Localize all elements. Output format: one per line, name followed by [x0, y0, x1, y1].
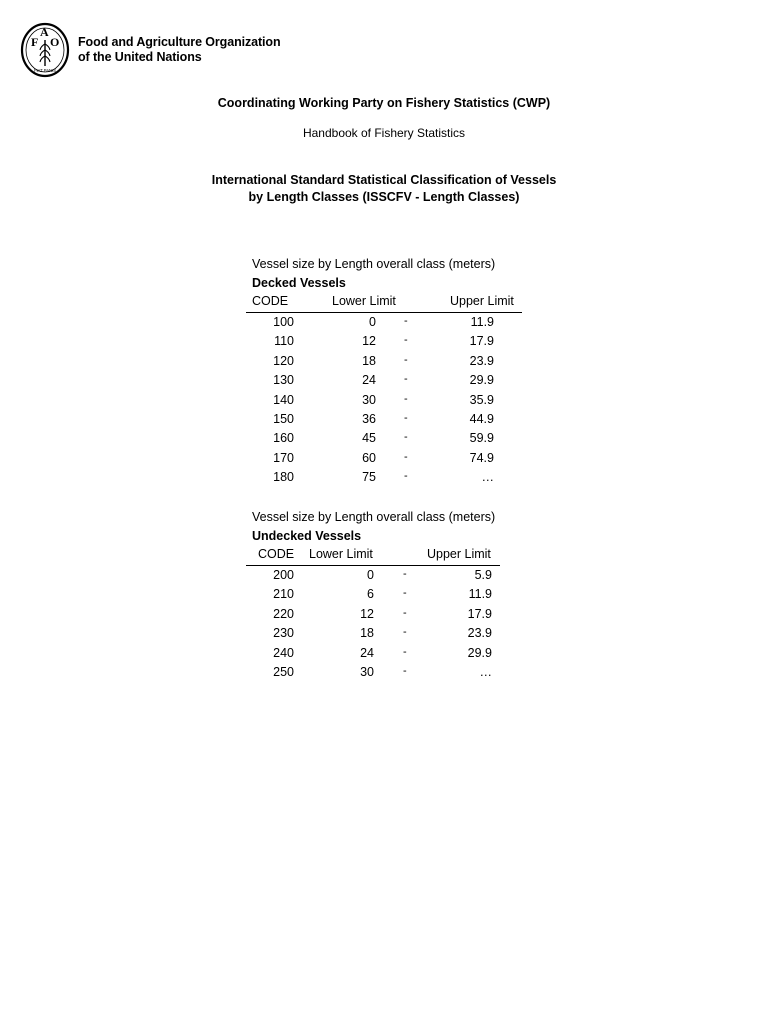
decked-vessels-table	[246, 255, 522, 488]
table-subtitle: Undecked Vessels	[252, 529, 362, 543]
cell-separator: -	[403, 568, 407, 580]
column-header-lower-limit: Lower Limit	[332, 294, 396, 308]
cell-code: 240	[273, 645, 294, 660]
cell-separator: -	[403, 645, 407, 658]
fao-logo	[20, 22, 281, 78]
table-subtitle: Decked Vessels	[252, 276, 346, 290]
table-body	[246, 566, 500, 682]
cell-separator: -	[404, 392, 408, 405]
cell-lower-limit: 45	[362, 431, 376, 446]
cell-code: 140	[273, 392, 294, 407]
cell-lower-limit: 12	[360, 606, 374, 621]
cell-separator: -	[404, 334, 408, 347]
cell-lower-limit: 12	[362, 334, 376, 349]
cell-separator: -	[404, 431, 408, 444]
cell-upper-limit: 23.9	[467, 626, 492, 641]
cell-upper-limit: 17.9	[467, 606, 492, 621]
cell-code: 120	[273, 353, 294, 368]
org-name-line2: of the United Nations	[78, 50, 202, 64]
svg-text:A: A	[40, 25, 49, 39]
table-row	[246, 566, 500, 585]
fao-emblem-icon	[20, 22, 70, 78]
table-row	[246, 391, 522, 410]
cell-code: 220	[273, 606, 294, 621]
svg-text:FIAT PANIS: FIAT PANIS	[33, 68, 57, 73]
cell-upper-limit: …	[481, 470, 494, 485]
cell-code: 130	[273, 373, 294, 388]
cell-upper-limit: 11.9	[468, 587, 492, 602]
cell-lower-limit: 30	[360, 664, 374, 679]
cell-code: 210	[273, 587, 294, 602]
table-caption: Vessel size by Length overall class (meters)	[252, 257, 496, 271]
cell-lower-limit: 6	[367, 587, 374, 602]
cell-separator: -	[404, 315, 408, 327]
cell-upper-limit: 11.9	[470, 315, 494, 329]
cell-separator: -	[403, 587, 407, 600]
cell-lower-limit: 0	[367, 568, 374, 582]
cell-lower-limit: 60	[362, 450, 376, 465]
cell-lower-limit: 30	[362, 392, 376, 407]
column-header-code: CODE	[258, 547, 295, 561]
cell-lower-limit: 75	[362, 470, 376, 485]
table-caption: Vessel size by Length overall class (meters)	[252, 510, 496, 524]
table-row	[246, 585, 500, 604]
undecked-vessels-table	[246, 508, 500, 682]
cell-upper-limit: 59.9	[469, 431, 494, 446]
cell-separator: -	[403, 626, 407, 639]
table-row	[246, 332, 522, 351]
table-row	[246, 352, 522, 371]
svg-text:F: F	[31, 35, 39, 49]
table-row	[246, 410, 522, 429]
cell-upper-limit: 29.9	[467, 645, 492, 660]
table-row	[246, 624, 500, 643]
cell-upper-limit: 5.9	[474, 568, 492, 582]
cell-lower-limit: 18	[362, 353, 376, 368]
table-row	[246, 605, 500, 624]
column-header-upper-limit: Upper Limit	[427, 547, 491, 561]
table-header	[246, 293, 522, 313]
cell-code: 110	[274, 334, 294, 349]
cell-lower-limit: 18	[360, 626, 374, 641]
cell-lower-limit: 0	[369, 315, 376, 329]
cell-code: 170	[273, 450, 294, 465]
cell-separator: -	[403, 664, 407, 677]
classification-title-line2: by Length Classes (ISSCFV - Length Classes)	[248, 190, 520, 204]
column-header-code: CODE	[252, 294, 289, 308]
cell-upper-limit: 23.9	[469, 353, 494, 368]
cell-upper-limit: 29.9	[469, 373, 494, 388]
cell-code: 180	[273, 470, 294, 485]
table-row	[246, 429, 522, 448]
table-body	[246, 313, 522, 488]
table-header	[246, 546, 500, 566]
cell-separator: -	[403, 606, 407, 619]
org-name-line1: Food and Agriculture Organization	[78, 35, 281, 49]
cell-code: 150	[273, 411, 294, 426]
cell-lower-limit: 24	[362, 373, 376, 388]
table-row	[246, 449, 522, 468]
cell-lower-limit: 24	[360, 645, 374, 660]
cell-upper-limit: 44.9	[469, 411, 494, 426]
column-header-upper-limit: Upper Limit	[450, 294, 514, 308]
table-row	[246, 313, 522, 332]
cell-code: 100	[273, 315, 294, 329]
table-row	[246, 644, 500, 663]
svg-text:O: O	[50, 35, 60, 49]
cell-separator: -	[404, 450, 408, 463]
cell-upper-limit: 17.9	[469, 334, 494, 349]
org-name	[78, 35, 281, 65]
table-row	[246, 468, 522, 487]
party-title: Coordinating Working Party on Fishery Statistics (CWP)	[217, 96, 551, 110]
classification-title	[0, 172, 768, 206]
table-row	[246, 371, 522, 390]
cell-code: 200	[273, 568, 294, 582]
cell-code: 230	[273, 626, 294, 641]
table-row	[246, 663, 500, 682]
cell-upper-limit: 35.9	[469, 392, 494, 407]
cell-separator: -	[404, 470, 408, 483]
cell-upper-limit: …	[479, 664, 492, 679]
cell-upper-limit: 74.9	[469, 450, 494, 465]
cell-lower-limit: 36	[362, 411, 376, 426]
handbook-title: Handbook of Fishery Statistics	[302, 126, 466, 140]
column-header-lower-limit: Lower Limit	[309, 547, 373, 561]
classification-title-line1: International Standard Statistical Classification of Vessels	[211, 173, 557, 187]
cell-code: 160	[273, 431, 294, 446]
cell-separator: -	[404, 373, 408, 386]
cell-separator: -	[404, 411, 408, 424]
cell-code: 250	[273, 664, 294, 679]
cell-separator: -	[404, 353, 408, 366]
